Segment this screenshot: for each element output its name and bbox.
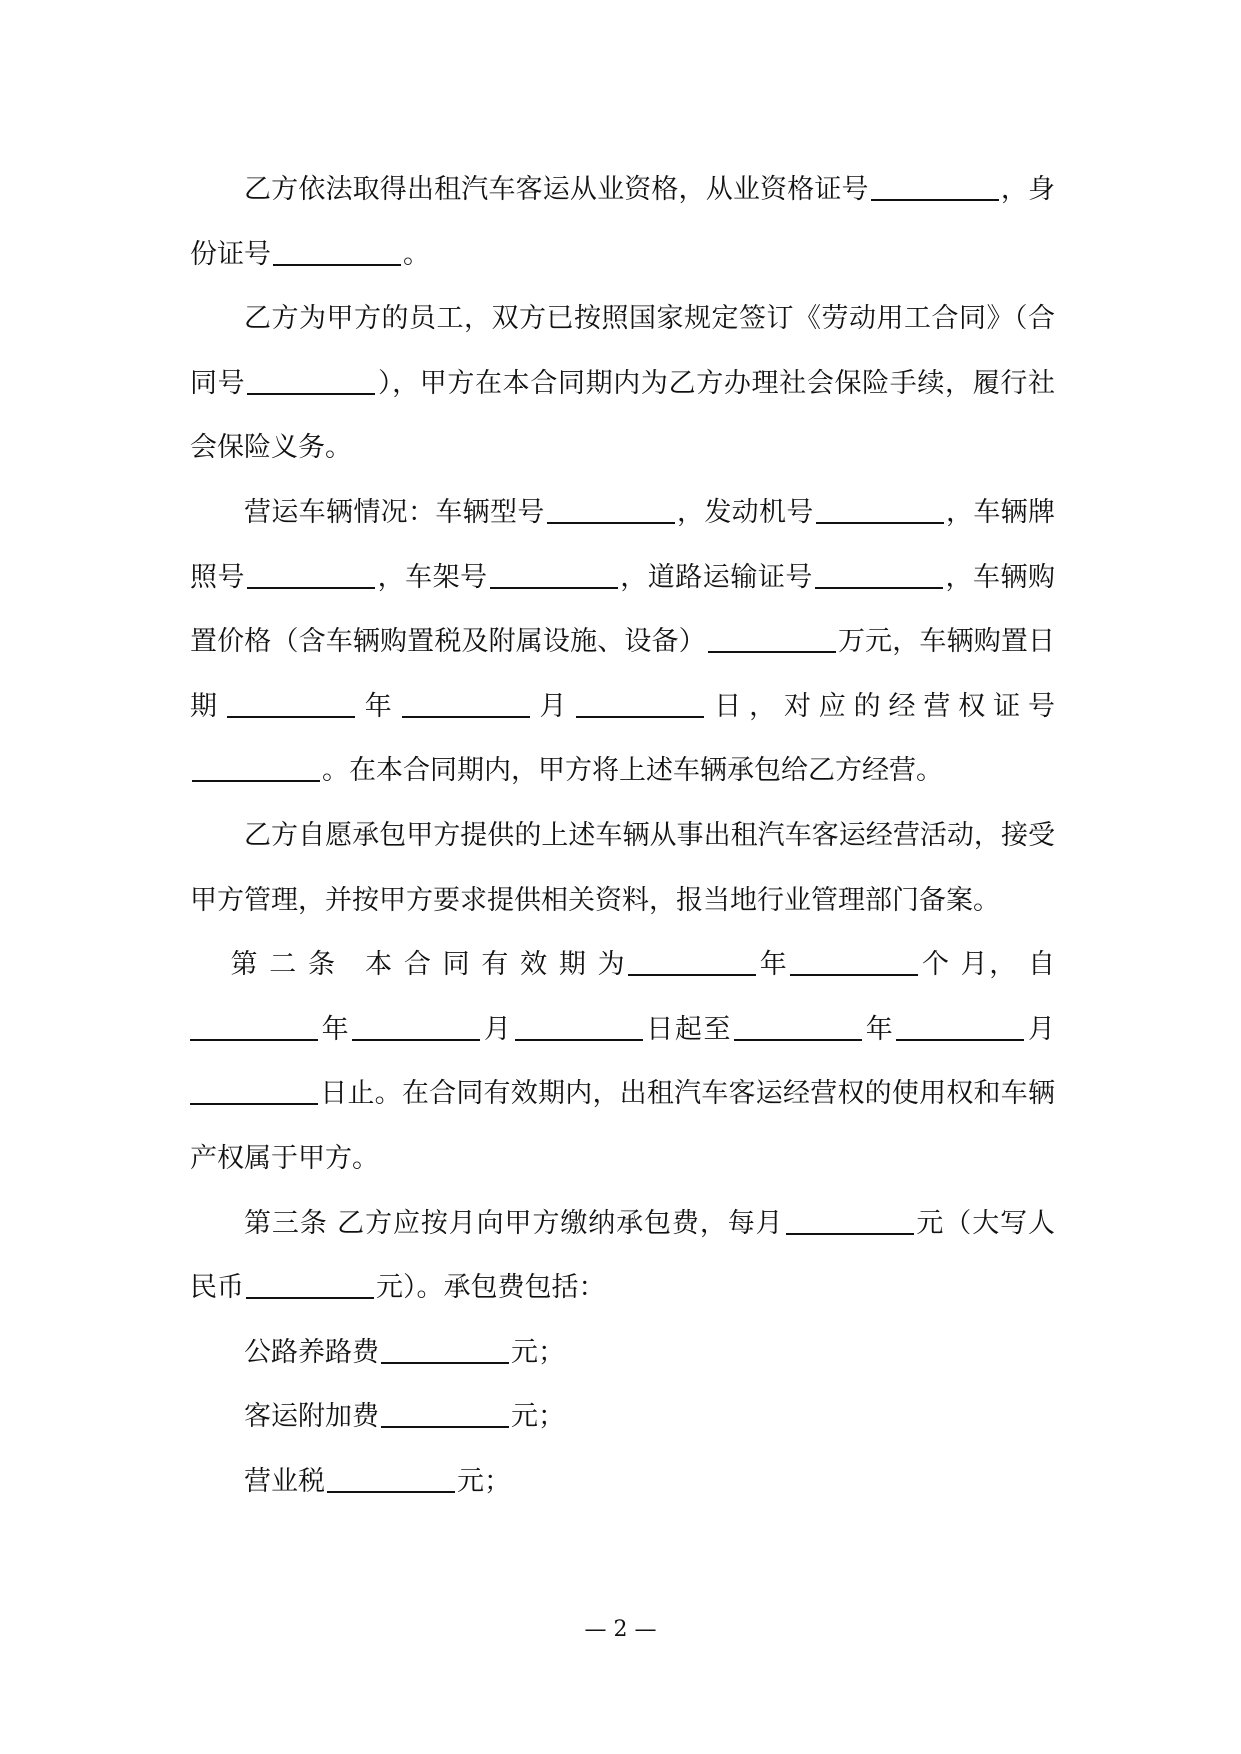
text: 乙方为甲方的员工，双方已按照国家规定签订《劳动用工合同》（合同号	[190, 303, 1055, 399]
contract-body	[190, 158, 1055, 1514]
blank-field[interactable]	[786, 1208, 914, 1235]
text: 第 二 条 本 合 同 有 效 期 为	[230, 949, 627, 981]
text: 营业税	[244, 1465, 325, 1497]
text: ），甲方在本合同期内为乙方办理社会保险手续，履行社会保险义务。	[190, 367, 1055, 464]
text: ，车架号	[377, 561, 488, 593]
text: 元）。承包费包括：	[376, 1272, 606, 1304]
text: 日起至	[644, 1013, 733, 1045]
blank-field[interactable]	[896, 1014, 1024, 1041]
blank-field[interactable]	[708, 626, 836, 653]
text: 元；	[511, 1336, 565, 1368]
blank-field[interactable]	[352, 1014, 480, 1041]
blank-field[interactable]	[246, 1272, 374, 1299]
text: 元（大写人民币	[190, 1207, 1055, 1304]
blank-field[interactable]	[490, 562, 618, 589]
blank-field[interactable]	[815, 562, 943, 589]
text: ，车辆牌照号	[190, 496, 1056, 593]
blank-field[interactable]	[402, 691, 530, 718]
text: 月	[531, 690, 575, 722]
blank-field[interactable]	[734, 1014, 862, 1041]
article-2-line-1	[190, 933, 1055, 998]
text: 年	[356, 690, 400, 722]
text: ，发动机号	[676, 496, 814, 528]
text: 日，对应的经营权证号	[706, 690, 1056, 722]
blank-field[interactable]	[247, 562, 375, 589]
fee-item-passenger-surcharge	[190, 1385, 1055, 1450]
text: 万元，车辆购置日期	[190, 626, 1056, 722]
blank-field[interactable]	[871, 174, 999, 201]
blank-field[interactable]	[192, 755, 320, 782]
text: 元；	[457, 1465, 511, 1497]
text: 公路养路费	[244, 1336, 379, 1368]
blank-field[interactable]	[227, 691, 355, 718]
text: 。	[403, 238, 430, 270]
text: 营运车辆情况：车辆型号	[244, 496, 545, 528]
fee-item-business-tax	[190, 1450, 1055, 1515]
blank-field[interactable]	[790, 949, 918, 976]
article-2-line-2	[190, 998, 1055, 1063]
text: 年	[864, 1013, 895, 1045]
text: 日止。在合同有效期内，出租汽车客运经营权的使用权和车辆产权属于甲方。	[190, 1078, 1055, 1174]
text: 元；	[511, 1401, 565, 1433]
blank-field[interactable]	[547, 497, 675, 524]
page-number: — 2 —	[584, 1617, 657, 1642]
text: 第三条 乙方应按月向甲方缴纳承包费，每月	[244, 1207, 784, 1239]
text: 年	[758, 949, 789, 981]
text: ，道路运输证号	[619, 561, 813, 593]
blank-field[interactable]	[381, 1401, 509, 1428]
blank-field[interactable]	[628, 949, 756, 976]
blank-field[interactable]	[190, 1078, 318, 1105]
blank-field[interactable]	[247, 368, 375, 395]
blank-field[interactable]	[327, 1466, 455, 1493]
text: 月	[482, 1013, 513, 1045]
fee-item-road-maintenance	[190, 1321, 1055, 1386]
text: 年	[320, 1013, 351, 1045]
paragraph-vehicle-info	[190, 481, 1055, 804]
text: 乙方自愿承包甲方提供的上述车辆从事出租汽车客运经营活动，接受甲方管理，并按甲方要求提供相关资料，报当地行业管理部门备案。	[190, 819, 1055, 916]
article-2-line-3	[190, 1062, 1055, 1191]
article-3	[190, 1192, 1055, 1321]
paragraph-employment	[190, 287, 1055, 481]
text: ，车辆购置价格（含车辆购置税及附属设施、设备）	[190, 561, 1056, 658]
text: 月	[1026, 1013, 1056, 1045]
text: ，身份证号	[190, 174, 1056, 270]
text: 。在本合同期内，甲方将上述车辆承包给乙方经营。	[322, 755, 943, 787]
paragraph-qualification	[190, 158, 1055, 287]
blank-field[interactable]	[816, 497, 944, 524]
blank-field[interactable]	[381, 1337, 509, 1364]
text: 乙方依法取得出租汽车客运从业资格，从业资格证号	[244, 174, 869, 205]
blank-field[interactable]	[190, 1014, 318, 1041]
blank-field[interactable]	[515, 1014, 643, 1041]
blank-field[interactable]	[273, 239, 401, 266]
text: 客运附加费	[244, 1401, 379, 1433]
paragraph-voluntary-contract	[190, 804, 1055, 933]
text: 个 月， 自	[920, 949, 1056, 981]
blank-field[interactable]	[576, 691, 704, 718]
